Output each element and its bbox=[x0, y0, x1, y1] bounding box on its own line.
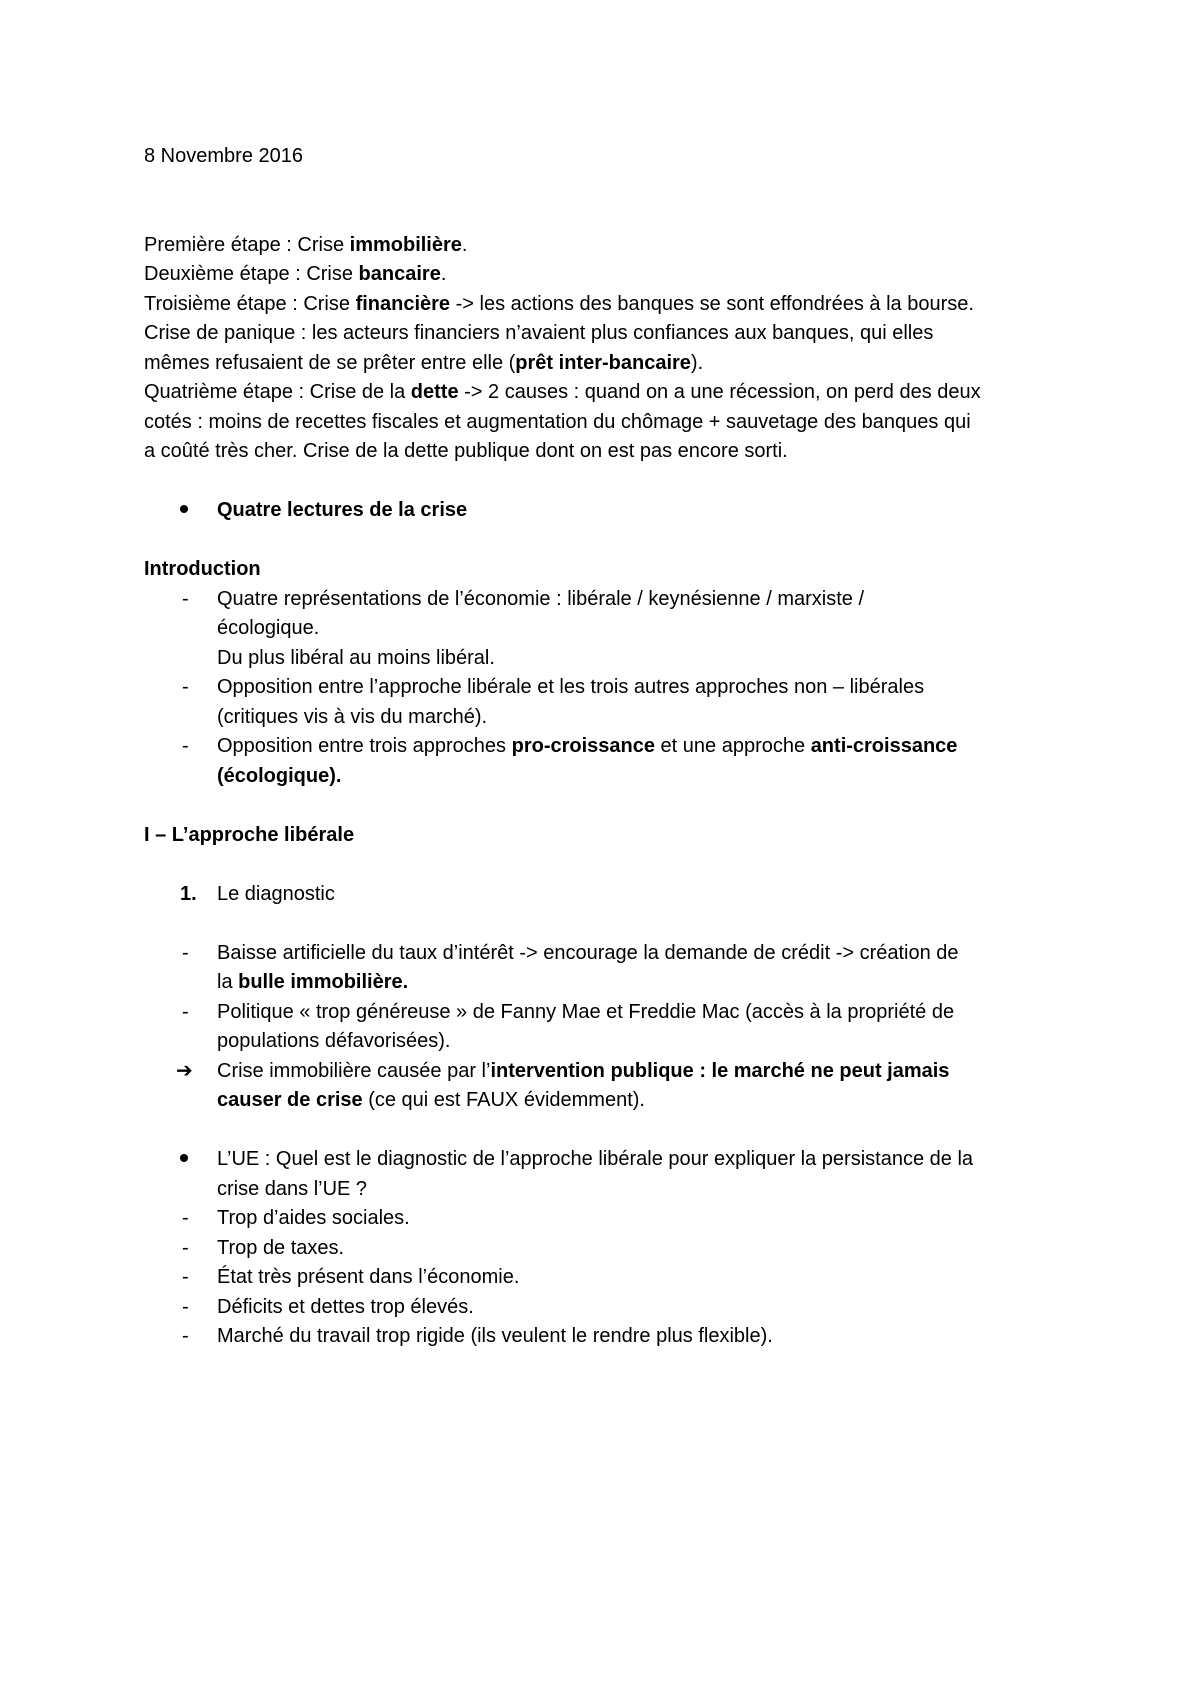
etape-3: Troisième étape : Crise financière -> les actions des banques se sont effondrées à la bourse. bbox=[144, 292, 974, 315]
etape-2: Deuxième étape : Crise bancaire. bbox=[144, 263, 447, 285]
etape-4-line-3: a coûté très cher. Crise de la dette publique dont on est pas encore sorti. bbox=[144, 440, 788, 462]
arrow-conclusion-line-1: ➔ Crise immobilière causée par l’intervention publique : le marché ne peut jamais bbox=[144, 1057, 1074, 1087]
diagnostic-item-2-line-2: populations défavorisées). bbox=[217, 1030, 451, 1052]
ue-item: - Trop d’aides sociales. bbox=[144, 1204, 1074, 1234]
arrow-conclusion-line-2: causer de crise (ce qui est FAUX évidemment). bbox=[217, 1089, 645, 1111]
dash-marker: - bbox=[182, 1236, 189, 1259]
ue-question-line-1: L’UE : Quel est le diagnostic de l’approche libérale pour expliquer la persistance de la bbox=[144, 1145, 1074, 1175]
etape-4-line-2: cotés : moins de recettes fiscales et augmentation du chômage + sauvetage des banques qui bbox=[144, 410, 971, 433]
intro-item-1-line-3: Du plus libéral au moins libéral. bbox=[217, 646, 495, 669]
number-marker: 1. bbox=[180, 882, 197, 905]
dash-marker: - bbox=[182, 735, 189, 757]
document-body bbox=[144, 142, 1074, 1352]
introduction-heading: Introduction bbox=[144, 558, 261, 580]
dash-marker: - bbox=[182, 1207, 189, 1229]
dash-marker: - bbox=[182, 587, 189, 610]
ue-item: - État très présent dans l’économie. bbox=[144, 1263, 1074, 1293]
lectures-heading: Quatre lectures de la crise bbox=[144, 496, 1074, 526]
intro-item-3-line-2: (écologique). bbox=[217, 764, 342, 787]
ue-item: - Déficits et dettes trop élevés. bbox=[144, 1293, 1074, 1323]
diagnostic-item-1-line-1: - Baisse artificielle du taux d’intérêt -> encourage la demande de crédit -> création de bbox=[144, 939, 1074, 969]
dash-marker: - bbox=[182, 941, 189, 964]
panique-line-2: mêmes refusaient de se prêter entre elle (prêt inter-bancaire). bbox=[144, 351, 704, 374]
dash-marker: - bbox=[182, 1000, 189, 1023]
bullet-dot-icon bbox=[180, 496, 188, 526]
dash-marker: - bbox=[182, 1266, 189, 1288]
arrow-right-icon: ➔ bbox=[176, 1059, 193, 1082]
intro-item-2-line-1: - Opposition entre l’approche libérale et les trois autres approches non – libérales bbox=[144, 673, 1074, 703]
etape-1: Première étape : Crise immobilière. bbox=[144, 233, 468, 256]
section-1-heading: I – L’approche libérale bbox=[144, 823, 355, 846]
ue-question-line-2: crise dans l’UE ? bbox=[217, 1177, 368, 1200]
dash-marker: - bbox=[182, 676, 189, 698]
etape-4-line-1: Quatrième étape : Crise de la dette -> 2 causes : quand on a une récession, on perd des deux bbox=[144, 381, 981, 403]
intro-item-1-line-2: écologique. bbox=[217, 617, 320, 639]
intro-item-1-line-1: - Quatre représentations de l’économie : libérale / keynésienne / marxiste / bbox=[144, 585, 1074, 615]
date-line: 8 Novembre 2016 bbox=[144, 145, 303, 167]
dash-marker: - bbox=[182, 1295, 189, 1318]
intro-item-2-line-2: (critiques vis à vis du marché). bbox=[217, 705, 488, 728]
bullet-dot-icon bbox=[180, 1145, 188, 1175]
dash-marker: - bbox=[182, 1325, 189, 1347]
diagnostic-heading: 1. Le diagnostic bbox=[144, 880, 1074, 910]
diagnostic-item-1-line-2: la bulle immobilière. bbox=[217, 971, 409, 993]
intro-item-3-line-1: - Opposition entre trois approches pro-croissance et une approche anti-croissance bbox=[144, 732, 1074, 762]
ue-item: - Trop de taxes. bbox=[144, 1234, 1074, 1264]
ue-item: - Marché du travail trop rigide (ils veulent le rendre plus flexible). bbox=[144, 1322, 1074, 1352]
diagnostic-item-2-line-1: - Politique « trop généreuse » de Fanny Mae et Freddie Mac (accès à la propriété de bbox=[144, 998, 1074, 1028]
panique-line-1: Crise de panique : les acteurs financiers n’avaient plus confiances aux banques, qui elles bbox=[144, 322, 934, 344]
